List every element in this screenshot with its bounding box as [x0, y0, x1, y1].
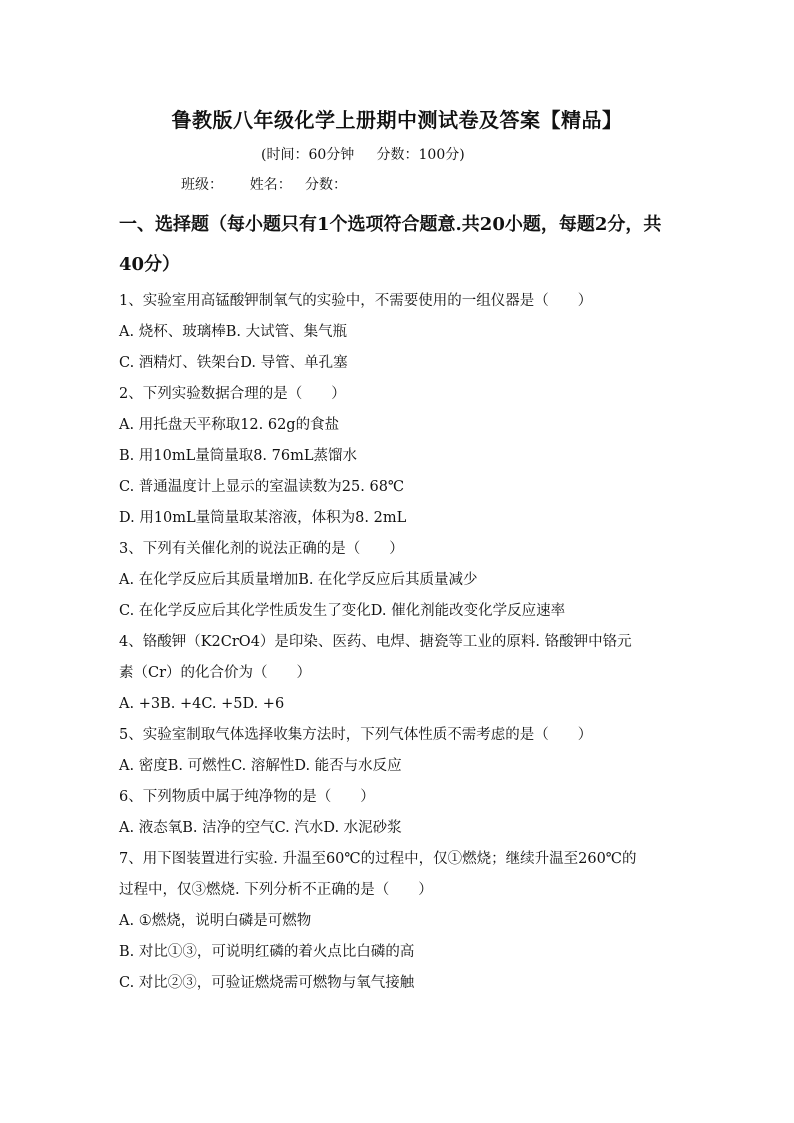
question-4-options: A. +3B. +4C. +5D. +6 [119, 696, 285, 712]
page-title: 鲁教版八年级化学上册期中测试卷及答案【精品】 [171, 108, 623, 132]
section-heading [119, 205, 689, 285]
question-6-stem: 6、下列物质中属于纯净物的是（ ） [119, 789, 375, 805]
question-3-stem: 3、下列有关催化剂的说法正确的是（ ） [119, 541, 404, 557]
question-list [119, 286, 689, 999]
question-2-option-c: C. 普通温度计上显示的室温读数为25. 68℃ [119, 479, 405, 495]
section-heading-line-1: 一、选择题（每小题只有1个选项符合题意.共20小题，每题2分，共 [119, 214, 662, 235]
question-2-option-b: B. 用10mL量筒量取8. 76mL蒸馏水 [119, 448, 357, 464]
student-info-line: 班级： 姓名： 分数： [181, 177, 348, 193]
question-6-options: A. 液态氧B. 洁净的空气C. 汽水D. 水泥砂浆 [119, 820, 402, 836]
question-2-stem: 2、下列实验数据合理的是（ ） [119, 386, 346, 402]
question-7-option-a: A. ①燃烧，说明白磷是可燃物 [119, 913, 312, 929]
question-5-options: A. 密度B. 可燃性C. 溶解性D. 能否与水反应 [119, 758, 402, 774]
question-1-options-cd: C. 酒精灯、铁架台D. 导管、单孔塞 [119, 355, 348, 371]
question-3-options-cd: C. 在化学反应后其化学性质发生了变化D. 催化剂能改变化学反应速率 [119, 603, 566, 619]
exam-duration-and-score: (时间：60分钟 分数：100分) [261, 147, 465, 163]
question-1-stem: 1、实验室用高锰酸钾制氧气的实验中，不需要使用的一组仪器是（ ） [119, 293, 593, 309]
section-heading-line-2: 40分） [119, 254, 181, 275]
question-3-options-ab: A. 在化学反应后其质量增加B. 在化学反应后其质量减少 [119, 572, 478, 588]
question-7-stem-line-1: 7、用下图装置进行实验. 升温至60℃的过程中，仅①燃烧；继续升温至260℃的 [119, 851, 637, 867]
question-7-stem-line-2: 过程中，仅③燃烧. 下列分析不正确的是（ ） [119, 882, 433, 898]
question-1-options-ab: A. 烧杯、玻璃棒B. 大试管、集气瓶 [119, 324, 348, 340]
question-5-stem: 5、实验室制取气体选择收集方法时，下列气体性质不需考虑的是（ ） [119, 727, 593, 743]
question-2-option-a: A. 用托盘天平称取12. 62g的食盐 [119, 417, 340, 433]
question-4-stem-line-1: 4、铬酸钾（K2CrO4）是印染、医药、电焊、搪瓷等工业的原料. 铬酸钾中铬元 [119, 634, 632, 650]
question-7-option-c: C. 对比②③，可验证燃烧需可燃物与氧气接触 [119, 975, 415, 991]
question-4-stem-line-2: 素（Cr）的化合价为（ ） [119, 665, 312, 681]
question-7-option-b: B. 对比①③，可说明红磷的着火点比白磷的高 [119, 944, 415, 960]
question-2-option-d: D. 用10mL量筒量取某溶液，体积为8. 2mL [119, 510, 407, 526]
